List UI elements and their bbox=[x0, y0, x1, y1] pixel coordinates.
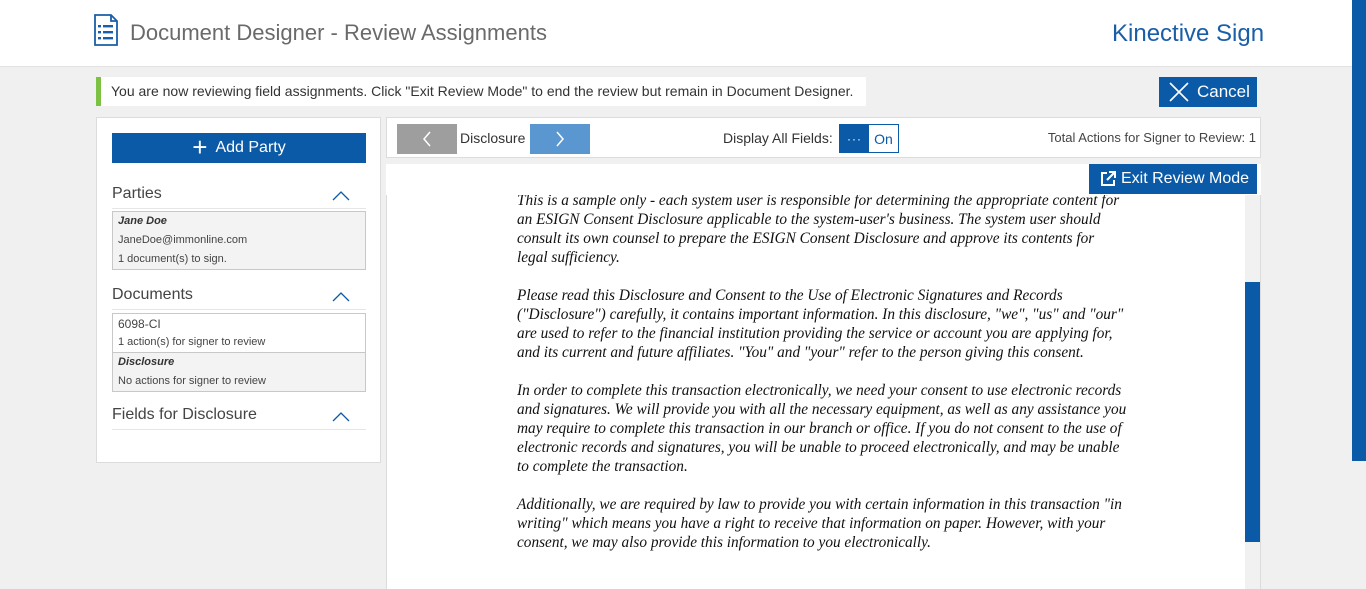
document-status: No actions for signer to review bbox=[118, 375, 266, 387]
cancel-button-label: Cancel bbox=[1197, 82, 1250, 101]
review-mode-notice: You are now reviewing field assignments. Click "Exit Review Mode" to end the review but remain in Document Designer. bbox=[96, 77, 866, 106]
document-paragraph: Please read this Disclosure and Consent to the Use of Electronic Signatures and Records ("Disclosure") carefully, it contains important information. In this disclosure, "we", "us" and "our" are used to refer to the financial institution providing the service or account you are applying for, and its current and future affiliates. "You" and "your" refer to the person giving this consent. bbox=[517, 287, 1124, 361]
chevron-up-icon[interactable] bbox=[332, 292, 350, 302]
fields-heading: Fields for Disclosure bbox=[112, 406, 257, 423]
previous-document-button[interactable] bbox=[397, 124, 457, 154]
fields-section-header[interactable] bbox=[112, 406, 366, 430]
parties-heading: Parties bbox=[112, 185, 162, 202]
exit-review-mode-button[interactable] bbox=[1089, 164, 1257, 194]
exit-review-mode-label: Exit Review Mode bbox=[1121, 170, 1250, 187]
brand-logo-text: Kinective Sign bbox=[1112, 20, 1265, 47]
party-card[interactable] bbox=[112, 211, 366, 270]
close-icon bbox=[1169, 82, 1189, 102]
parties-section-header[interactable] bbox=[112, 185, 366, 209]
party-name: Jane Doe bbox=[118, 215, 167, 227]
document-item-disclosure[interactable] bbox=[113, 353, 365, 391]
page-scrollbar[interactable] bbox=[1352, 0, 1366, 461]
chevron-up-icon[interactable] bbox=[332, 412, 350, 422]
next-document-button[interactable] bbox=[530, 124, 590, 154]
document-toolbar bbox=[386, 117, 1261, 158]
document-list-icon bbox=[93, 14, 119, 46]
add-party-button[interactable] bbox=[112, 133, 366, 163]
external-link-icon bbox=[1099, 170, 1117, 188]
chevron-left-icon bbox=[422, 131, 432, 147]
app-header bbox=[0, 0, 1352, 67]
total-actions-count: Total Actions for Signer to Review: 1 bbox=[1047, 130, 1256, 145]
document-name: 6098-CI bbox=[118, 317, 161, 331]
document-paragraph: In order to complete this transaction electronically, we need your consent to use electronic records and signatures. We will provide you with all the necessary equipment, as well as any assistance you may require to complete this transaction in our branch or office. If you do not consent to the use of electronic records and signatures, you will be unable to proceed electronically, and may be unable to complete the transaction. bbox=[517, 382, 1127, 475]
page-title: Document Designer - Review Assignments bbox=[130, 20, 547, 45]
chevron-right-icon bbox=[555, 131, 565, 147]
document-name: Disclosure bbox=[118, 356, 175, 368]
toggle-knob: ··· bbox=[840, 125, 869, 152]
party-doc-count: 1 document(s) to sign. bbox=[118, 253, 227, 265]
document-paragraph: This is a sample only - each system user is responsible for determining the appropriate content for an ESIGN Consent Disclosure applicable to the system-user's business. The system user should consult its own counsel to prepare the ESIGN Consent Disclosure and approve its contents for legal sufficiency. bbox=[517, 195, 1120, 266]
display-all-fields-label: Display All Fields: bbox=[723, 130, 833, 146]
current-document-name: Disclosure bbox=[460, 130, 526, 146]
document-status: 1 action(s) for signer to review bbox=[118, 336, 266, 348]
display-all-fields-toggle[interactable] bbox=[839, 124, 899, 153]
toggle-state: On bbox=[869, 125, 898, 152]
documents-heading: Documents bbox=[112, 286, 193, 303]
chevron-up-icon[interactable] bbox=[332, 191, 350, 201]
cancel-button[interactable] bbox=[1159, 77, 1257, 107]
documents-section-header[interactable] bbox=[112, 286, 366, 310]
document-item-6098-ci[interactable] bbox=[113, 314, 365, 353]
document-paragraph: Additionally, we are required by law to provide you with certain information in this transaction "in writing" which means you have a right to receive that information on paper. However, with your consent, we may also provide this information to you electronically. bbox=[517, 496, 1122, 551]
add-party-label: Add Party bbox=[215, 139, 286, 156]
document-content bbox=[517, 195, 1127, 571]
plus-icon: + bbox=[192, 131, 208, 162]
sidebar-panel bbox=[96, 117, 381, 463]
party-email: JaneDoe@immonline.com bbox=[118, 234, 248, 246]
documents-list bbox=[112, 313, 366, 392]
document-scrollbar-thumb[interactable] bbox=[1245, 282, 1260, 542]
document-viewer[interactable] bbox=[386, 195, 1261, 589]
